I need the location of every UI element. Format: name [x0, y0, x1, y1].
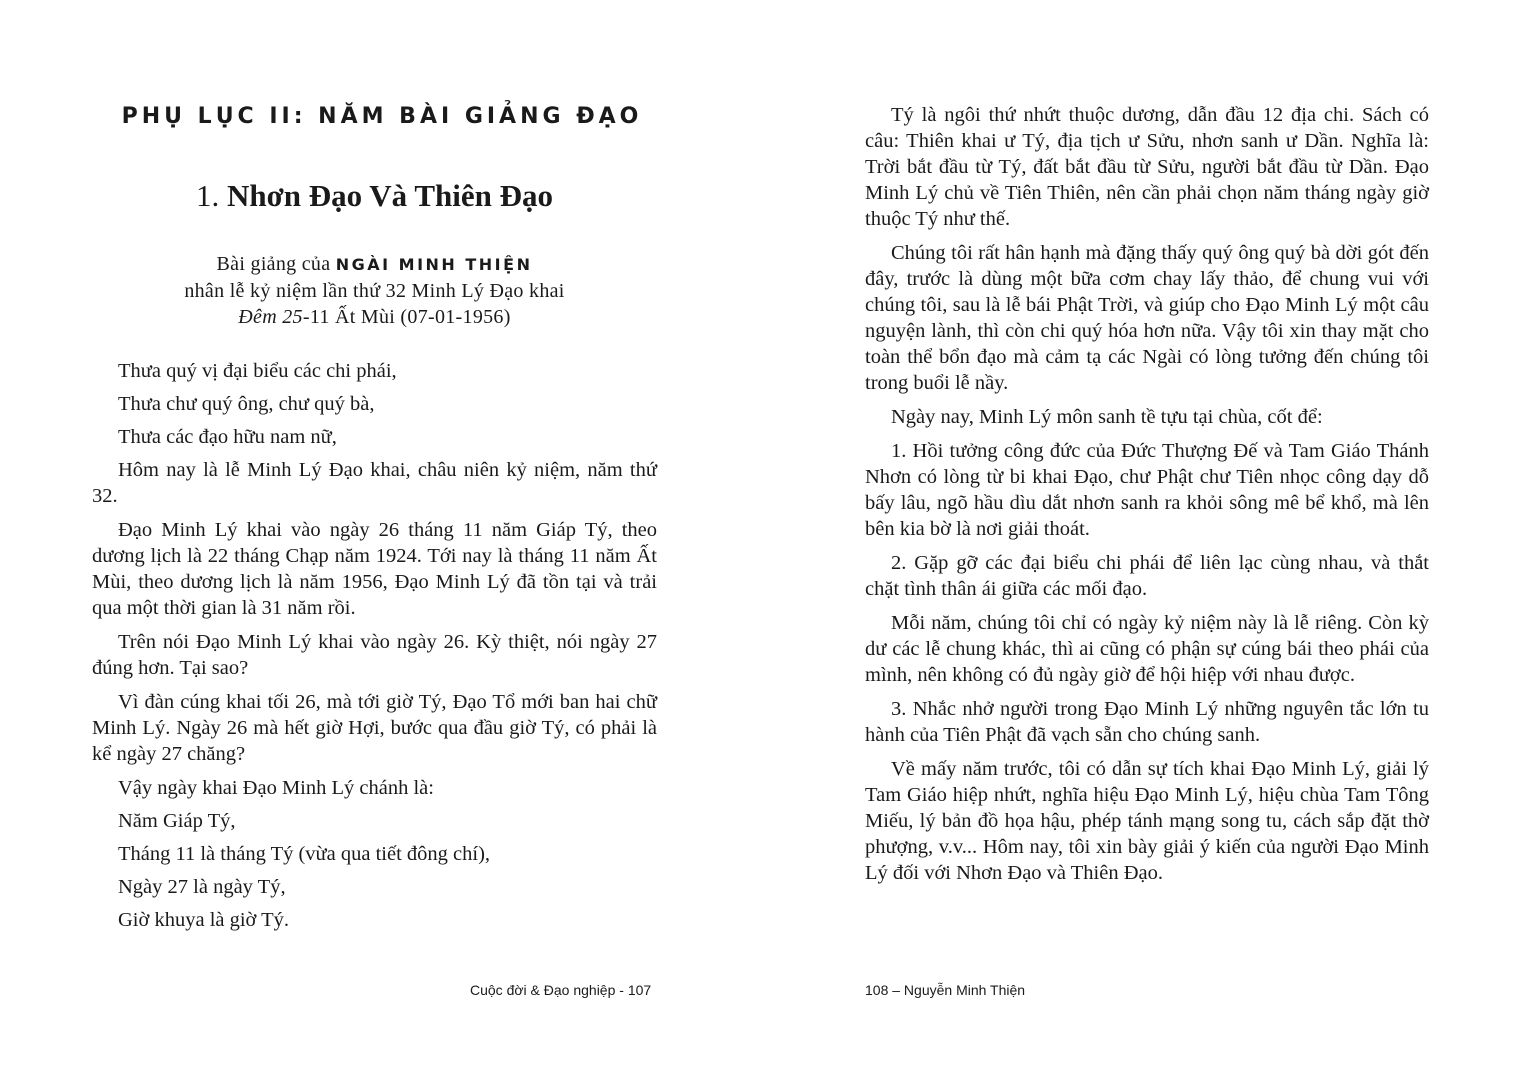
byline-line-1	[92, 251, 657, 278]
paragraph: Vậy ngày khai Đạo Minh Lý chánh là:	[118, 777, 434, 799]
right-page-footer: 108 – Nguyễn Minh Thiện	[865, 982, 1026, 998]
byline-date: -11 Ất Mùi (07-01-1956)	[302, 306, 511, 328]
paragraph: Thưa chư quý ông, chư quý bà,	[118, 393, 375, 415]
byline-date-italic: Đêm 25	[238, 306, 303, 328]
paragraph: Đạo Minh Lý khai vào ngày 26 tháng 11 năm Giáp Tý, theo dương lịch là 22 tháng Chạp năm 1924. Tới nay là tháng 11 năm Ất Mùi, theo dương lịch là năm 1956, Đạo Minh Lý đã tồn tại và trải qua một thời gian là 31 năm rồi.	[92, 519, 657, 619]
paragraph: Thưa các đạo hữu nam nữ,	[118, 426, 337, 448]
left-page-footer: Cuộc đời & Đạo nghiệp - 107	[470, 982, 652, 998]
sermon-title	[92, 178, 657, 214]
sermon-byline	[92, 251, 657, 330]
byline-prefix: Bài giảng của	[216, 253, 336, 275]
paragraph: Về mấy năm trước, tôi có dẫn sự tích khai Đạo Minh Lý, giải lý Tam Giáo hiệp nhứt, nghĩa hiệu Đạo Minh Lý, hiệu chùa Tam Tông Miếu, lý bản đồ họa hậu, phép tánh mạng song tu, cách sắp đặt thờ phượng, v.v... Hôm nay, tôi xin bày giải ý kiến của người Đạo Minh Lý đối với Nhơn Đạo và Thiên Đạo.	[865, 758, 1429, 884]
left-body-text	[92, 358, 657, 940]
paragraph: Thưa quý vị đại biểu các chi phái,	[118, 360, 397, 382]
paragraph: Tháng 11 là tháng Tý (vừa qua tiết đông chí),	[118, 843, 491, 865]
appendix-title: PHỤ LỤC II: NĂM BÀI GIẢNG ĐẠO	[121, 104, 643, 129]
paragraph: Ngày 27 là ngày Tý,	[118, 876, 286, 898]
byline-line-2: nhân lễ kỷ niệm lần thứ 32 Minh Lý Đạo khai	[184, 280, 565, 302]
paragraph: Hôm nay là lễ Minh Lý Đạo khai, châu niên kỷ niệm, năm thứ 32.	[92, 459, 657, 507]
paragraph: 2. Gặp gỡ các đại biểu chi phái để liên lạc cùng nhau, và thắt chặt tình thân ái giữa các mối đạo.	[865, 552, 1429, 600]
speaker-name: NGÀI MINH THIỆN	[335, 255, 533, 274]
byline-line-3	[92, 304, 657, 330]
paragraph: Năm Giáp Tý,	[118, 810, 236, 832]
paragraph: Giờ khuya là giờ Tý.	[118, 909, 290, 931]
paragraph: Ngày nay, Minh Lý môn sanh tề tựu tại chùa, cốt để:	[891, 406, 1323, 428]
paragraph: 1. Hồi tưởng công đức của Đức Thượng Đế và Tam Giáo Thánh Nhơn có lòng từ bi khai Đạo, chư Phật chư Tiên nhọc công dạy dỗ bấy lâu, ngõ hầu dìu dắt nhơn sanh ra khỏi sông mê bể khổ, mà lên bên kia bờ là nơi giải thoát.	[865, 440, 1429, 540]
paragraph: Mỗi năm, chúng tôi chỉ có ngày kỷ niệm này là lễ riêng. Còn kỳ dư các lễ chung khác, thì ai cũng có phận sự cúng bái theo phái của mình, nên không có đủ ngày giờ để hội hiệp với nhau được.	[865, 612, 1429, 686]
paragraph: Vì đàn cúng khai tối 26, mà tới giờ Tý, Đạo Tổ mới ban hai chữ Minh Lý. Ngày 26 mà hết giờ Hợi, bước qua đầu giờ Tý, có phải là kể ngày 27 chăng?	[92, 691, 657, 765]
paragraph: Tý là ngôi thứ nhứt thuộc dương, dẫn đầu 12 địa chi. Sách có câu: Thiên khai ư Tý, địa tịch ư Sửu, nhơn sanh ư Dần. Nghĩa là: Trời bắt đầu từ Tý, đất bắt đầu từ Sửu, người bắt đầu từ Dần. Đạo Minh Lý chủ về Tiên Thiên, nên cần phải chọn năm tháng ngày giờ thuộc Tý như thế.	[865, 104, 1429, 230]
sermon-title-text: Nhơn Đạo Và Thiên Đạo	[226, 178, 554, 213]
paragraph: Trên nói Đạo Minh Lý khai vào ngày 26. Kỳ thiệt, nói ngày 27 đúng hơn. Tại sao?	[92, 631, 657, 679]
paragraph: Chúng tôi rất hân hạnh mà đặng thấy quý ông quý bà dời gót đến đây, trước là dùng một bữa cơm chay lấy thảo, để chung vui với chúng tôi, sau là lễ bái Phật Trời, và giúp cho Đạo Minh Lý một câu nguyện lành, thì còn chi quý hóa hơn nữa. Vậy tôi xin thay mặt cho toàn thể bổn đạo mà cảm tạ các Ngài có lòng tưởng đến chúng tôi trong buổi lễ nầy.	[865, 242, 1429, 394]
paragraph: 3. Nhắc nhở người trong Đạo Minh Lý những nguyên tắc lớn tu hành của Tiên Phật đã vạch sẵn cho chúng sanh.	[865, 698, 1429, 746]
right-body-text	[865, 102, 1429, 894]
right-page	[865, 0, 1429, 1075]
left-page	[92, 0, 657, 1075]
sermon-number: 1.	[195, 178, 227, 213]
